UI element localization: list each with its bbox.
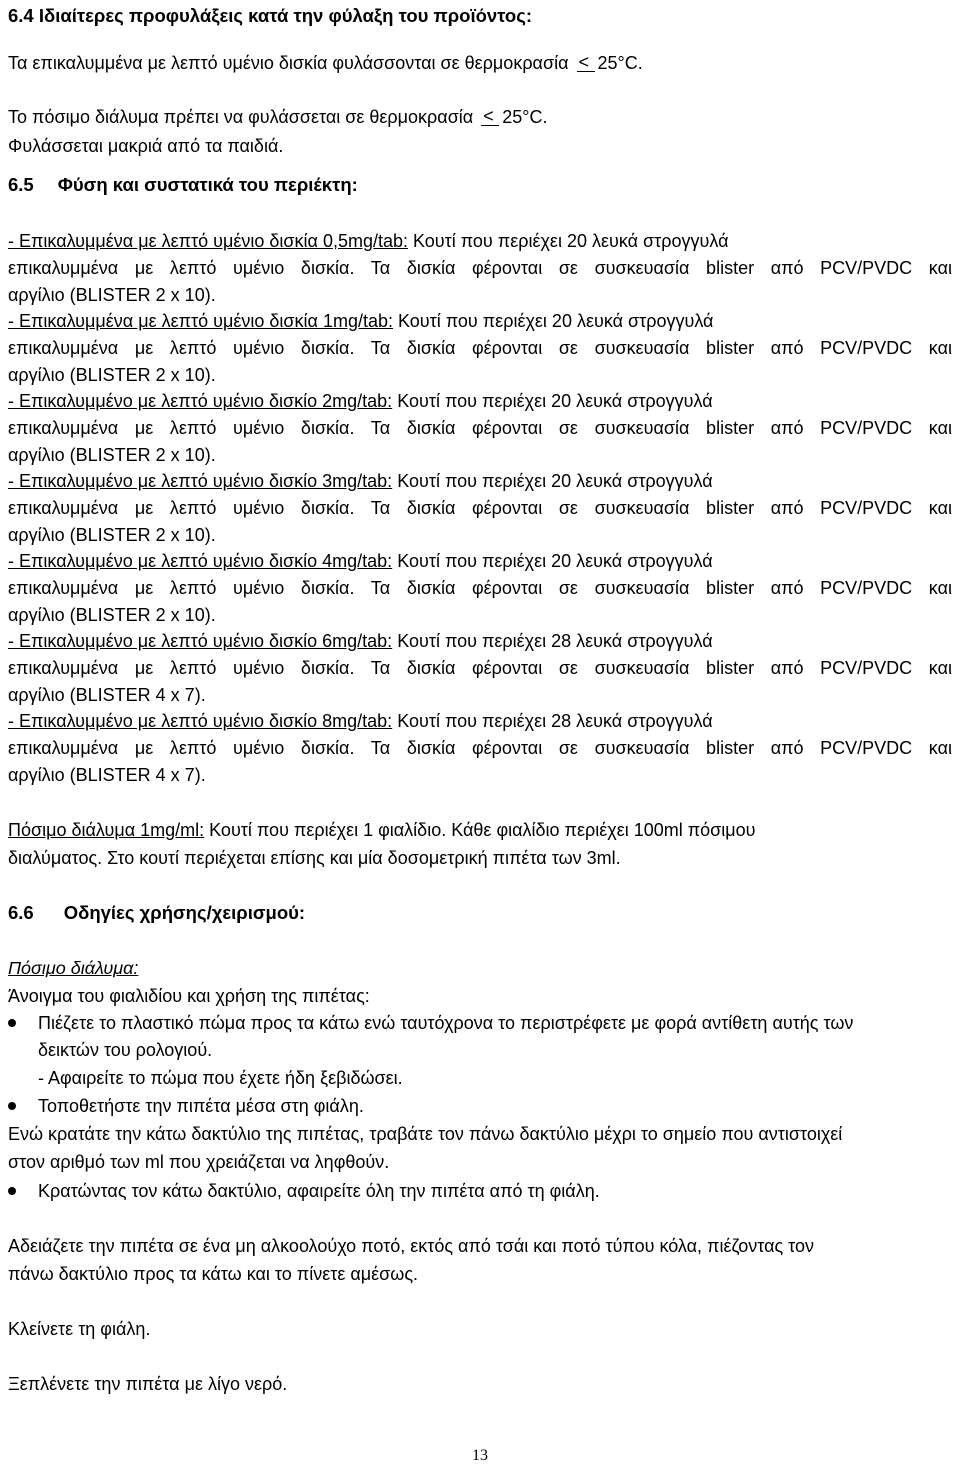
container-item-text: Κουτί που περιέχει 28 λευκά στρογγυλά: [392, 631, 713, 651]
instruction-paragraph-1: Ενώ κρατάτε την κάτω δακτύλιο της πιπέτας, τραβάτε τον πάνω δακτύλιο μέχρι το σημείο που αντιστοιχεί: [8, 1124, 843, 1144]
instruction-rinse-pipette: Ξεπλένετε την πιπέτα με λίγο νερό.: [8, 1374, 288, 1394]
container-item-line1: [8, 630, 713, 652]
container-item-line2: επικαλυμμένα με λεπτό υμένιο δισκία. Τα δισκία φέρονται σε συσκευασία blister από PCV/PVDC και: [8, 338, 952, 358]
container-item-text: Κουτί που περιέχει 20 λευκά στρογγυλά: [392, 551, 713, 571]
section-number: 6.6: [8, 902, 34, 923]
section-heading-6-5: [8, 174, 358, 196]
section-heading-6-6: [8, 902, 305, 924]
bullet-icon: [8, 1102, 16, 1110]
instruction-bullet-1: Πιέζετε το πλαστικό πώμα προς τα κάτω ενώ ταυτόχρονα το περιστρέφετε με φορά αντίθετη αυτής των: [38, 1013, 854, 1033]
bullet-icon: [8, 1019, 16, 1027]
container-item-line1: [8, 710, 713, 732]
container-item-line1: [8, 550, 713, 572]
container-item-line3: αργίλιο (BLISTER 2 x 10).: [8, 445, 216, 465]
container-item-line1: [8, 310, 713, 332]
section-title: Οδηγίες χρήσης/χειρισμού:: [63, 902, 306, 923]
section-heading-6-4: 6.4 Ιδιαίτερες προφυλάξεις κατά την φύλαξη του προϊόντος:: [8, 5, 532, 26]
instruction-bullet-1-sub: - Αφαιρείτε το πώμα που έχετε ήδη ξεβιδώσει.: [38, 1068, 403, 1088]
storage-tablets-text: Τα επικαλυμμένα με λεπτό υμένιο δισκία φυλάσσονται σε θερμοκρασία: [8, 53, 569, 73]
container-item-line3: αργίλιο (BLISTER 4 x 7).: [8, 685, 206, 705]
storage-tablets-temp: 25°C.: [597, 53, 643, 73]
container-item-label: - Επικαλυμμένο με λεπτό υμένιο δισκίο 8mg/tab:: [8, 711, 393, 731]
container-item-text: Κουτί που περιέχει 20 λευκά στρογγυλά: [392, 471, 713, 491]
instruction-paragraph-1-cont: στον αριθμό των ml που χρειάζεται να ληφθούν.: [8, 1152, 390, 1172]
container-item-line2: επικαλυμμένα με λεπτό υμένιο δισκία. Τα δισκία φέρονται σε συσκευασία blister από PCV/PVDC και: [8, 498, 952, 518]
instruction-bullet-1-cont: δεικτών του ρολογιού.: [38, 1040, 213, 1060]
container-item-label: - Επικαλυμμένο με λεπτό υμένιο δισκίο 6mg/tab:: [8, 631, 393, 651]
section-title: Φύση και συστατικά του περιέκτη:: [57, 174, 358, 195]
instructions-intro: Άνοιγμα του φιαλιδίου και χρήση της πιπέτας:: [8, 986, 370, 1006]
container-item-line2: επικαλυμμένα με λεπτό υμένιο δισκία. Τα δισκία φέρονται σε συσκευασία blister από PCV/PVDC και: [8, 258, 952, 278]
bullet-icon: [8, 1187, 16, 1195]
container-item-text: Κουτί που περιέχει 20 λευκά στρογγυλά: [392, 311, 714, 331]
storage-solution: [8, 106, 547, 128]
container-item-label: - Επικαλυμμένο με λεπτό υμένιο δισκίο 3mg/tab:: [8, 471, 393, 491]
subheading-oral-solution: Πόσιμο διάλυμα:: [8, 958, 139, 978]
page-number: 13: [472, 1447, 488, 1464]
storage-tablets: [8, 52, 643, 74]
instruction-bullet-2: Τοποθετήστε την πιπέτα μέσα στη φιάλη.: [38, 1096, 364, 1116]
container-item-line3: αργίλιο (BLISTER 2 x 10).: [8, 365, 216, 385]
less-equal-symbol: [574, 52, 598, 74]
instruction-paragraph-2-cont: πάνω δακτύλιο προς τα κάτω και το πίνετε αμέσως.: [8, 1264, 418, 1284]
oral-solution-text: Κουτί που περιέχει 1 φιαλίδιο. Κάθε φιαλίδιο περιέχει 100ml πόσιμου: [204, 820, 756, 840]
storage-solution-text: Το πόσιμο διάλυμα πρέπει να φυλάσσεται σε θερμοκρασία: [8, 107, 474, 127]
oral-solution-line1: [8, 819, 756, 841]
container-item-line1: [8, 470, 713, 492]
container-item-label: - Επικαλυμμένο με λεπτό υμένιο δισκίο 2mg/tab:: [8, 391, 393, 411]
oral-solution-label: Πόσιμο διάλυμα 1mg/ml:: [8, 820, 205, 840]
container-item-line3: αργίλιο (BLISTER 2 x 10).: [8, 285, 216, 305]
instruction-paragraph-2: Αδειάζετε την πιπέτα σε ένα μη αλκοολούχο ποτό, εκτός από τσάι και ποτό τύπου κόλα, πιέζοντας τον: [8, 1236, 815, 1256]
container-item-line1: [8, 230, 728, 252]
container-item-line3: αργίλιο (BLISTER 2 x 10).: [8, 525, 216, 545]
container-item-text: Κουτί που περιέχει 28 λευκά στρογγυλά: [392, 711, 713, 731]
container-item-label: - Επικαλυμμένο με λεπτό υμένιο δισκίο 4mg/tab:: [8, 551, 393, 571]
container-item-text: Κουτί που περιέχει 20 λευκά στρογγυλά: [408, 231, 729, 251]
container-item-line3: αργίλιο (BLISTER 4 x 7).: [8, 765, 206, 785]
less-equal-symbol: [478, 106, 502, 128]
container-item-text: Κουτί που περιέχει 20 λευκά στρογγυλά: [392, 391, 713, 411]
container-item-line2: επικαλυμμένα με λεπτό υμένιο δισκία. Τα δισκία φέρονται σε συσκευασία blister από PCV/PVDC και: [8, 578, 952, 598]
storage-children: Φυλάσσεται μακριά από τα παιδιά.: [8, 136, 284, 156]
container-item-line2: επικαλυμμένα με λεπτό υμένιο δισκία. Τα δισκία φέρονται σε συσκευασία blister από PCV/PVDC και: [8, 738, 952, 758]
container-item-label: - Επικαλυμμένα με λεπτό υμένιο δισκία 0,5mg/tab:: [8, 231, 408, 251]
container-item-line2: επικαλυμμένα με λεπτό υμένιο δισκία. Τα δισκία φέρονται σε συσκευασία blister από PCV/PVDC και: [8, 658, 952, 678]
container-item-line1: [8, 390, 713, 412]
section-number: 6.5: [8, 174, 34, 195]
instruction-bullet-3: Κρατώντας τον κάτω δακτύλιο, αφαιρείτε όλη την πιπέτα από τη φιάλη.: [38, 1181, 600, 1201]
instruction-close-bottle: Κλείνετε τη φιάλη.: [8, 1319, 151, 1339]
container-item-line2: επικαλυμμένα με λεπτό υμένιο δισκία. Τα δισκία φέρονται σε συσκευασία blister από PCV/PVDC και: [8, 418, 952, 438]
oral-solution-line2: διαλύματος. Στο κουτί περιέχεται επίσης και μία δοσομετρική πιπέτα των 3ml.: [8, 848, 621, 868]
container-item-line3: αργίλιο (BLISTER 2 x 10).: [8, 605, 216, 625]
storage-solution-temp: 25°C.: [502, 107, 548, 127]
container-item-label: - Επικαλυμμένα με λεπτό υμένιο δισκία 1mg/tab:: [8, 311, 393, 331]
